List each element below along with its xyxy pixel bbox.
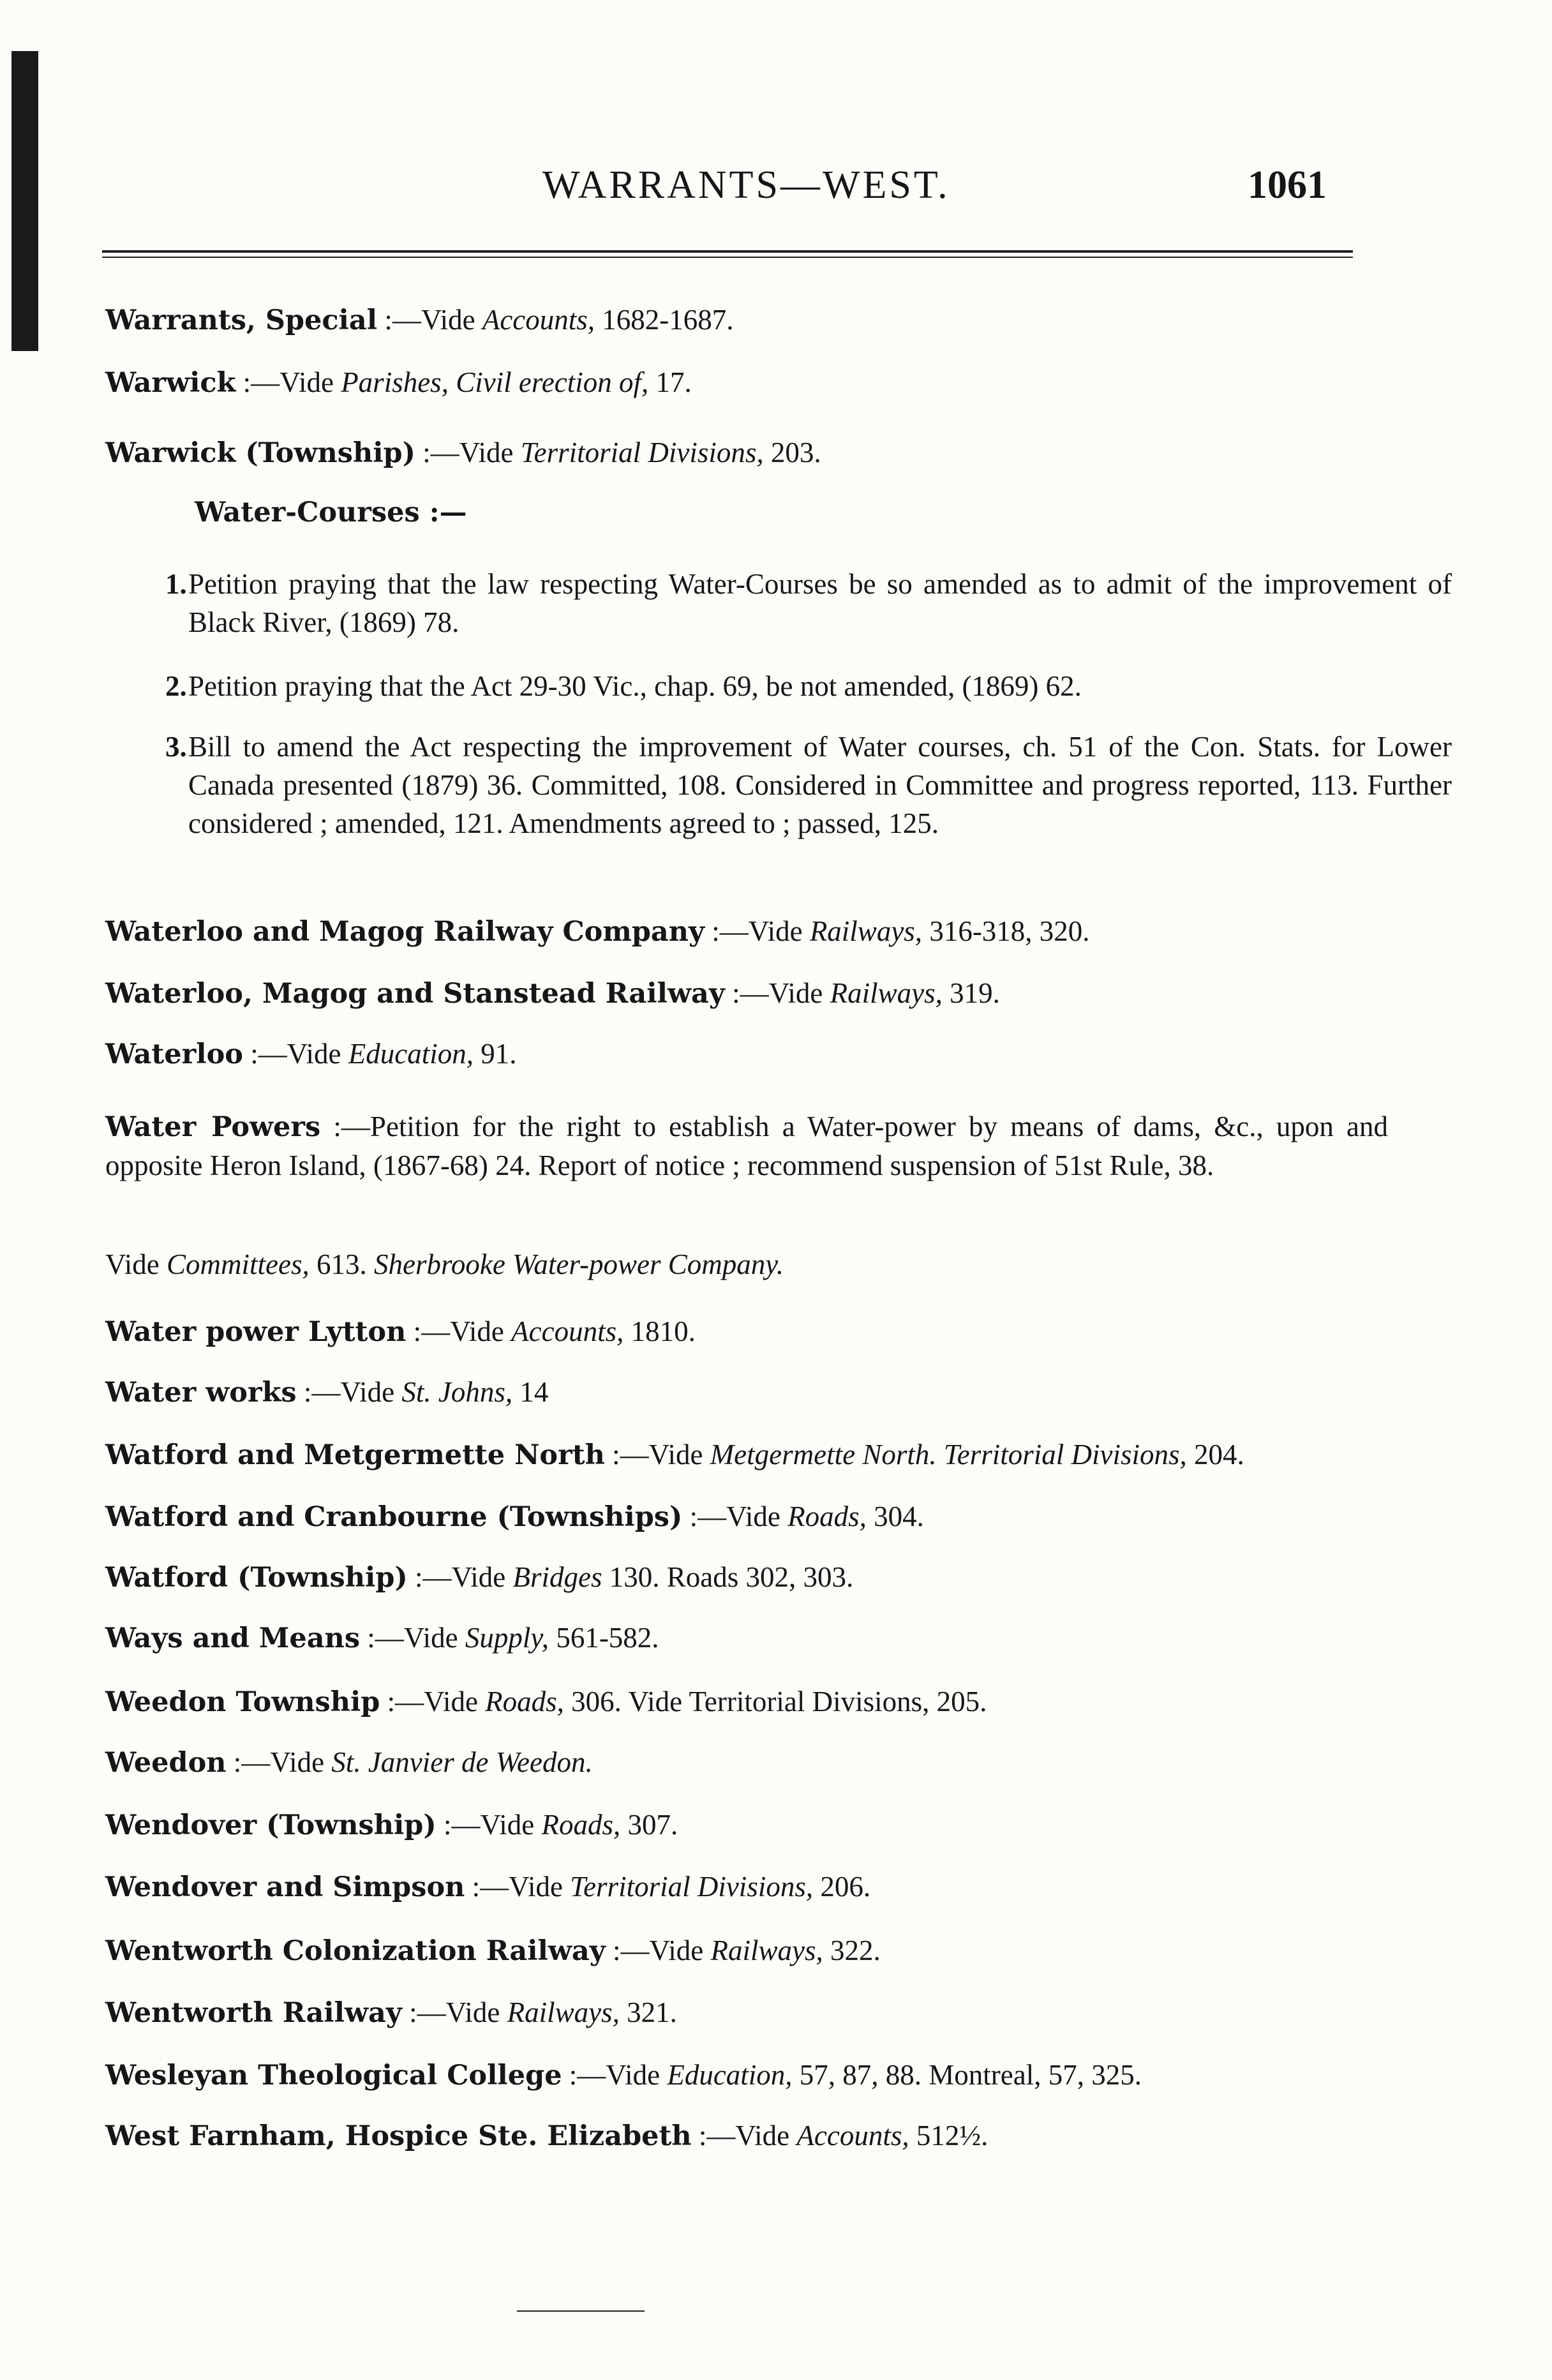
index-entry: Wendover and Simpson :—Vide Territorial Divisions, 206. xyxy=(105,1871,871,1903)
index-entry: Water works :—Vide St. Johns, 14 xyxy=(105,1376,549,1409)
page-number: 1061 xyxy=(1248,163,1327,207)
index-entry: Weedon Township :—Vide Roads, 306. Vide Territorial Divisions, 205. xyxy=(105,1686,987,1718)
header-rule xyxy=(102,250,1353,253)
index-entry: Waterloo :—Vide Education, 91. xyxy=(105,1038,517,1070)
index-entry: Warwick (Township) :—Vide Territorial Divisions, 203. xyxy=(105,437,821,469)
water-courses-heading: Water-Courses :— xyxy=(195,497,467,528)
water-powers-entry: Water Powers :—Petition for the right to establish a Water-power by means of dams, &c., upon and opposite Heron Island, (1867-68) 24. Report of notice ; recommend suspension of 51st Rule, 38. xyxy=(105,1111,1388,1181)
running-title: WARRANTS—WEST. xyxy=(542,163,950,207)
vide-cross-reference: Vide Committees, 613. Sherbrooke Water-power Company. xyxy=(105,1248,784,1280)
index-entry: West Farnham, Hospice Ste. Elizabeth :—Vide Accounts, 512½. xyxy=(105,2120,989,2152)
closing-rule xyxy=(517,2310,645,2312)
water-courses-item: 3. Bill to amend the Act respecting the improvement of Water courses, ch. 51 of the Con. Stats. for Lower Canada presented (1879) 36. Committed, 108. Considered in Committee and progress reported, 113. Further considered ; amended, 121. Amendments agreed to ; passed, 125. xyxy=(165,731,1452,839)
index-entry: Weedon :—Vide St. Janvier de Weedon. xyxy=(105,1746,593,1779)
index-entry: Waterloo and Magog Railway Company :—Vide Railways, 316-318, 320. xyxy=(105,915,1090,948)
index-entry: Warwick :—Vide Parishes, Civil erection of, 17. xyxy=(105,366,692,399)
index-entry: Watford and Cranbourne (Townships) :—Vide Roads, 304. xyxy=(105,1501,924,1533)
index-entry: Ways and Means :—Vide Supply, 561-582. xyxy=(105,1622,659,1654)
index-entry: Water power Lytton :—Vide Accounts, 1810. xyxy=(105,1315,696,1348)
header-rule-thin xyxy=(102,257,1353,258)
index-entry: Wentworth Railway :—Vide Railways, 321. xyxy=(105,1996,677,2029)
index-entry: Warrants, Special :—Vide Accounts, 1682-1687. xyxy=(105,304,734,336)
water-courses-item: 2. Petition praying that the Act 29-30 Vic., chap. 69, be not amended, (1869) 62. xyxy=(165,670,1082,702)
water-courses-item: 1. Petition praying that the law respecting Water-Courses be so amended as to admit of the improvement of Black River, (1869) 78. xyxy=(165,568,1452,638)
index-entry: Wentworth Colonization Railway :—Vide Railways, 322. xyxy=(105,1935,881,1967)
index-entry: Wesleyan Theological College :—Vide Education, 57, 87, 88. Montreal, 57, 325. xyxy=(105,2059,1142,2092)
index-entry: Waterloo, Magog and Stanstead Railway :—Vide Railways, 319. xyxy=(105,977,1000,1010)
index-entry: Watford (Township) :—Vide Bridges 130. Roads 302, 303. xyxy=(105,1561,854,1594)
index-entry: Watford and Metgermette North :—Vide Metgermette North. Territorial Divisions, 204. xyxy=(105,1439,1244,1471)
index-entry: Wendover (Township) :—Vide Roads, 307. xyxy=(105,1809,678,1841)
page-header xyxy=(0,163,1552,214)
